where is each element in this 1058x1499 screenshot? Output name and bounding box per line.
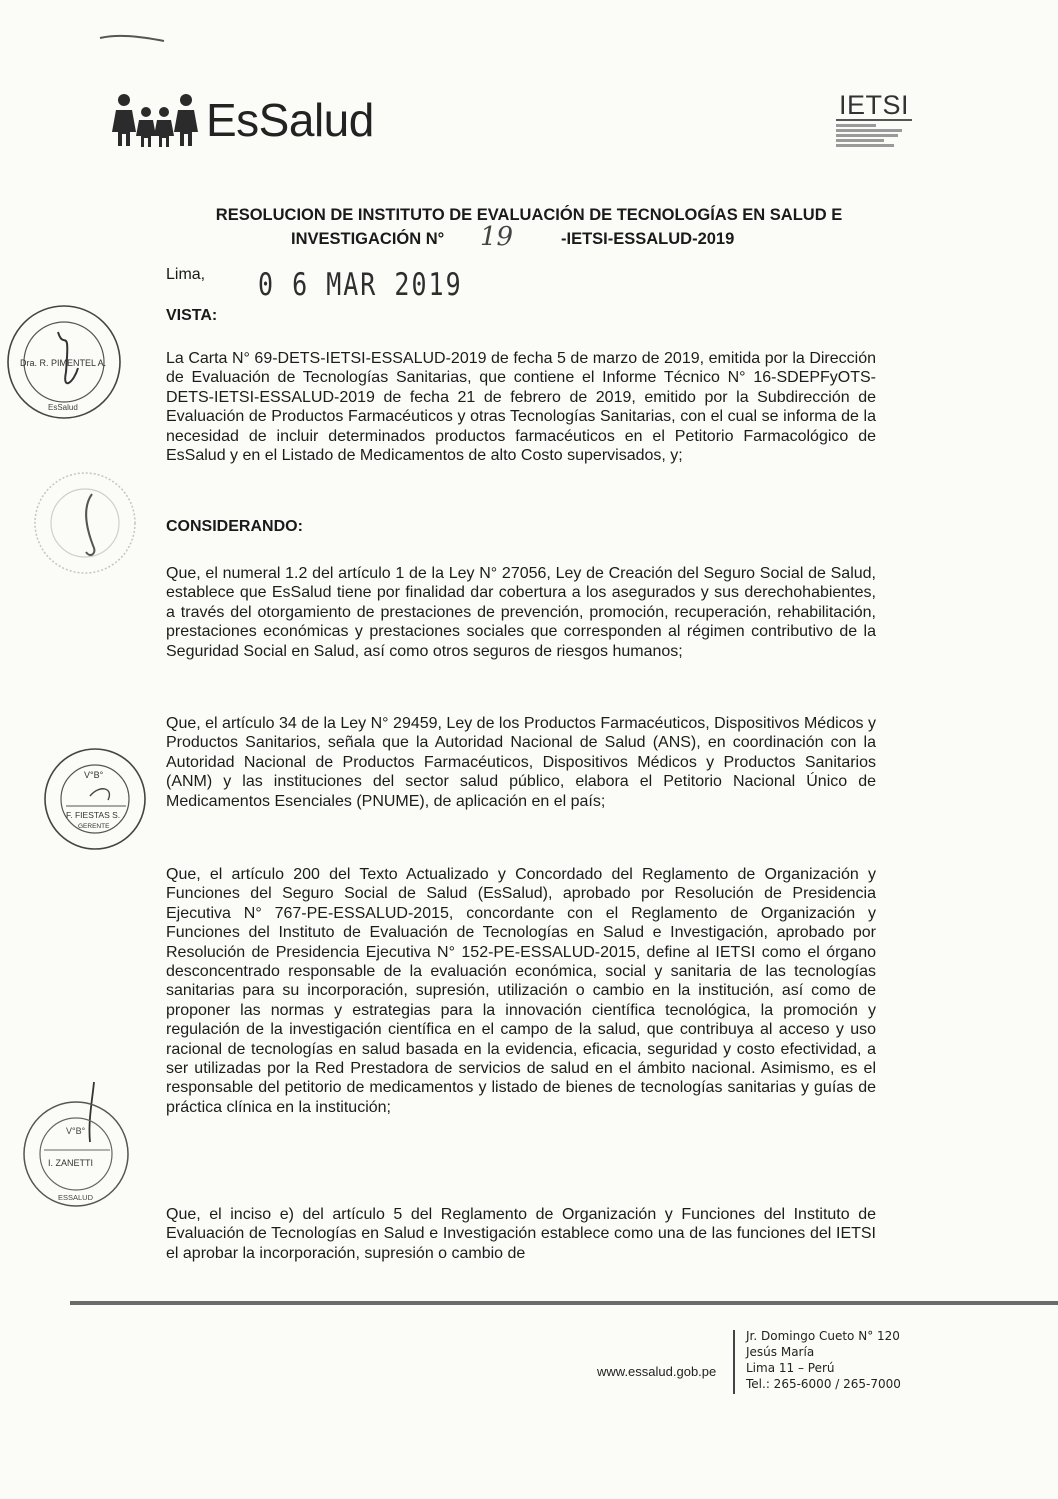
seal-pimentel-name: Dra. R. PIMENTEL A. <box>20 358 107 368</box>
seal-faint <box>30 468 140 583</box>
seal-pimentel-org: EsSalud <box>48 403 78 412</box>
ietsi-logo-word: IETSI <box>836 91 912 121</box>
footer-address <box>746 1328 901 1392</box>
seal-fiestas-graphic <box>40 744 150 854</box>
seal-zanetti <box>18 1082 134 1217</box>
ietsi-logo <box>836 91 916 149</box>
seal-faint-graphic <box>30 468 140 578</box>
footer-phone: Tel.: 265-6000 / 265-7000 <box>746 1377 901 1391</box>
considerando-heading: CONSIDERANDO: <box>166 518 303 535</box>
resolution-title-line2: INVESTIGACIÓN N° <box>291 230 445 248</box>
considerando-paragraph-4: Que, el inciso e) del artículo 5 del Reglamento de Organización y Funciones del Instituto de Evaluación de Tecnologías en Salud e Investigación establece como una de las funciones del IETSI el aprobar la incorporación, supresión o cambio de <box>166 1206 876 1262</box>
considerando-paragraph-1: Que, el numeral 1.2 del artículo 1 de la Ley N° 27056, Ley de Creación del Seguro Social de Salud, establece que EsSalud tiene por finalidad dar cobertura a los asegurados y sus derechohabientes, a través del otorgamiento de prestaciones de prevención, promoción, recuperación, rehabilitación, prestaciones económicas y prestaciones sociales que corresponden al régimen contributivo de la Seguridad Social en Salud, así como otros seguros de riesgos humanos; <box>166 565 876 660</box>
seal-zanetti-graphic <box>18 1082 134 1212</box>
seal-fiestas-role: GERENTE <box>78 823 110 830</box>
seal-fiestas-vb: V°B° <box>84 770 104 780</box>
place: Lima, <box>166 266 206 283</box>
essalud-logo <box>112 92 374 148</box>
resolution-title: RESOLUCION DE INSTITUTO DE EVALUACIÓN DE TECNOLOGÍAS EN SALUD E <box>215 206 843 224</box>
resolution-suffix: -IETSI-ESSALUD-2019 <box>561 230 735 248</box>
date-stamp: 0 6 MAR 2019 <box>258 266 463 303</box>
seal-zanetti-name: I. ZANETTI <box>48 1158 93 1168</box>
resolution-number: 19 <box>480 222 514 252</box>
family-figures-icon <box>112 92 198 148</box>
considerando-paragraph-2: Que, el artículo 34 de la Ley N° 29459, Ley de los Productos Farmacéuticos, Dispositivos Médicos y Productos Sanitarios, señala que la Autoridad Nacional de Salud (ANS), en coordinación con la Autoridad Nacional de Productos Farmacéuticos, Dispositivos Médicos y Productos Sanitarios (ANM) y las instituciones del sector salud público, elabora el Petitorio Nacional Único de Medicamentos Esenciales (PNUME), de aplicación en el país; <box>166 715 876 810</box>
footer-website[interactable]: www.essalud.gob.pe <box>597 1364 717 1379</box>
footer-address-line1: Jr. Domingo Cueto N° 120 <box>746 1329 900 1343</box>
considerando-paragraph-3: Que, el artículo 200 del Texto Actualizado y Concordado del Reglamento de Organización y Funciones del Seguro Social de Salud (EsSalud), aprobado por Resolución de Presidencia Ejecutiva N° 767-PE-ESSALUD-2015, concordante con el Reglamento de Organización y Funciones del Instituto de Evaluación de Tecnologías en Salud e Investigación, aprobado por Resolución de Presidencia Ejecutiva N° 152-PE-ESSALUD-2015, define al IETSI como el órgano desconcentrado responsable de la evaluación económica, social y sanitaria de las tecnologías sanitarias para su incorporación, supresión, utilización o cambio en la institución, así como de proponer las normas y estrategias para la innovación científica tecnológica, la promoción y regulación de la investigación científica en el campo de la salud, que contribuya al acceso y uso racional de tecnologías en salud basada en la evidencia, eficacia, seguridad y costo efectividad, a ser utilizadas por la Red Prestadora de servicios de salud en el ámbito nacional. Asimismo, es el responsable del petitorio de medicamentos y listado de bienes de tecnologías sanitarias y guías de práctica clínica en la institución; <box>166 866 876 1116</box>
vista-paragraph: La Carta N° 69-DETS-IETSI-ESSALUD-2019 de fecha 5 de marzo de 2019, emitida por la Dirección de Evaluación de Tecnologías Sanitarias, que contiene el Informe Técnico N° 16-SDEPFyOTS-DETS-IETSI-ESSALUD-2019 de fecha 21 de febrero de 2019, emitido por la Subdirección de Evaluación de Productos Farmacéuticos y otras Tecnologías Sanitarias, con el cual se informa de la necesidad de incluir determinados productos farmacéuticos en el Petitorio Farmacológico de EsSalud y en el Listado de Medicamentos de alto Costo supervisados, y; <box>166 350 876 465</box>
seal-zanetti-org: ESSALUD <box>58 1193 94 1202</box>
footer-address-line3: Lima 11 – Perú <box>746 1361 835 1375</box>
ietsi-logo-subtitle <box>836 124 906 147</box>
seal-fiestas <box>40 744 150 859</box>
seal-fiestas-name: F. FIESTAS S. <box>66 810 121 820</box>
seal-zanetti-vb: V°B° <box>66 1126 86 1136</box>
essalud-brand: EsSalud <box>206 94 374 146</box>
ink-mark <box>98 30 168 44</box>
seal-pimentel-graphic <box>4 302 124 422</box>
vista-heading: VISTA: <box>166 307 218 324</box>
footer-rule <box>70 1301 1058 1305</box>
footer-address-line2: Jesús María <box>746 1345 815 1359</box>
seal-pimentel <box>4 302 124 427</box>
footer-separator <box>733 1330 735 1394</box>
